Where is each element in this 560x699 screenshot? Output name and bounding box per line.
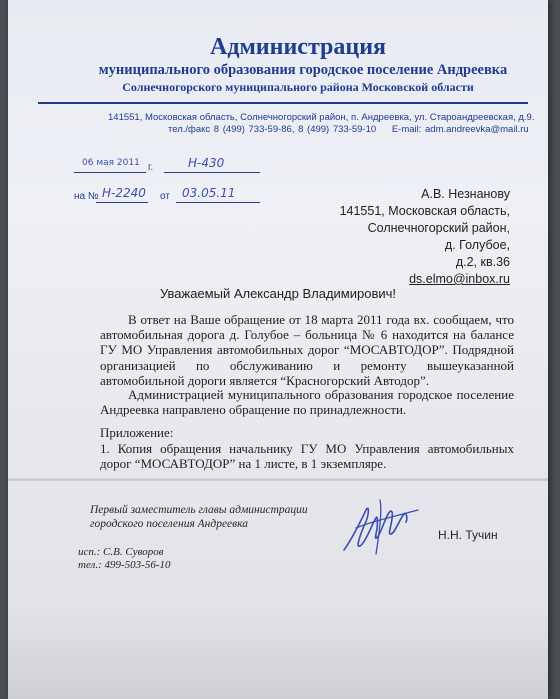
attachment-item: 1. Копия обращения начальнику ГУ МО Управления автомобильных дорог “МОСАВТОДОР” на 1 листе, в 1 экземпляре. <box>100 441 514 471</box>
letterhead-phones: тел./факс 8 (499) 733-59-86, 8 (499) 733-59-10 <box>168 124 377 135</box>
body-paragraph-1: В ответ на Ваше обращение от 18 марта 2011 года вх. сообщаем, что автомобильная дорога д. Голубое – больница № 6 находится на балансе ГУ МО Управления автомобильных дорог “МОСАВТОДОР”. Подрядной организацией по обслуживанию и ремонту вышеуказанной автомобильной дороги является “Красногорский Автодор”. <box>100 312 514 388</box>
executor-name: исп.: С.В. Суворов <box>78 546 164 558</box>
letterhead-divider <box>38 102 528 104</box>
outgoing-number-line <box>164 172 260 173</box>
recipient-email: ds.elmo@inbox.ru <box>409 272 510 286</box>
greeting: Уважаемый Александр Владимирович! <box>159 286 397 301</box>
signatory-name: Н.Н. Тучин <box>438 528 498 542</box>
paper-shadow <box>8 609 548 699</box>
outgoing-date-stamp: 06 мая 2011 <box>82 158 140 168</box>
executor-info <box>78 546 171 572</box>
letterhead-title: Администрация <box>209 34 387 60</box>
reference-number-line <box>96 202 148 203</box>
outgoing-number: Н-430 <box>188 156 225 170</box>
body-paragraph-2: Администрацией муниципального образования городское поселение Андреевка направлено обращение по принадлежности. <box>100 387 514 418</box>
reference-number: Н-2240 <box>102 186 146 200</box>
outgoing-date-line <box>74 172 146 173</box>
letter-page <box>8 0 548 699</box>
letterhead-subtitle: муниципального образования городское поселение Андреевка <box>98 62 508 78</box>
recipient-address-2: Солнечногорский район, <box>367 221 510 235</box>
executor-phone: тел.: 499-503-56-10 <box>78 559 171 571</box>
letterhead-contacts <box>168 124 529 135</box>
recipient-block <box>340 186 510 288</box>
reference-date-prefix: от <box>160 191 170 202</box>
letterhead-email: E-mail: adm.andreevka@mail.ru <box>391 124 529 135</box>
paper-fold <box>8 478 548 482</box>
recipient-address-4: д.2, кв.36 <box>455 255 510 269</box>
letterhead-address: 141551, Московская область, Солнечногорский район, п. Андреевка, ул. Староандреевская, д.9. <box>108 112 535 123</box>
outgoing-date-suffix: г. <box>148 162 154 173</box>
reference-prefix: на № <box>74 191 99 202</box>
signatory-position: Первый заместитель главы администрации городского поселения Андреевка <box>90 504 308 530</box>
handwritten-signature <box>326 488 436 568</box>
recipient-address-3: д. Голубое, <box>444 238 510 252</box>
attachment-title: Приложение: <box>100 425 174 440</box>
letterhead-subtitle-2: Солнечногорского муниципального района Московской области <box>122 80 474 94</box>
recipient-name: А.В. Незнанову <box>421 187 510 201</box>
reference-date: 03.05.11 <box>182 186 236 200</box>
reference-date-line <box>176 202 260 203</box>
recipient-address-1: 141551, Московская область, <box>339 204 510 218</box>
